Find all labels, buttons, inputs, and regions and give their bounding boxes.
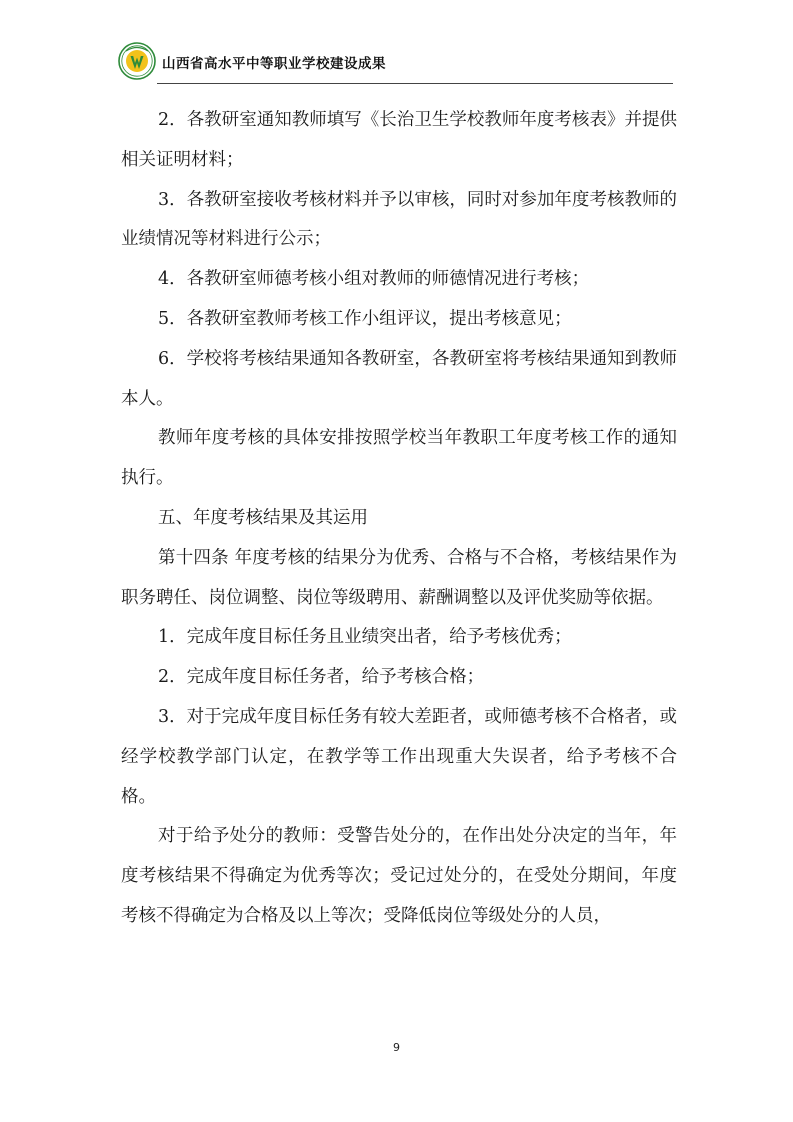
paragraph-step-5: 5．各教研室教师考核工作小组评议，提出考核意见； — [158, 308, 572, 329]
paragraph-result-excellent: 1．完成年度目标任务且业绩突出者，给予考核优秀； — [158, 627, 572, 648]
document-body — [121, 101, 677, 937]
header-divider — [157, 83, 673, 84]
section-heading-results: 五、年度考核结果及其运用 — [158, 507, 368, 528]
paragraph-disciplinary: 对于给予处分的教师：受警告处分的，在作出处分决定的当年，年度考核结果不得确定为优秀等次；受记过处分的，在受处分期间，年度考核不得确定为合格及以上等次；受降低岗位等级处分的人员， — [121, 826, 677, 926]
paragraph-article-14: 第十四条 年度考核的结果分为优秀、合格与不合格，考核结果作为职务聘任、岗位调整、岗位等级聘用、薪酬调整以及评优奖励等依据。 — [121, 547, 677, 608]
school-logo-icon — [118, 42, 156, 80]
paragraph-step-6: 6．学校将考核结果通知各教研室，各教研室将考核结果通知到教师本人。 — [121, 348, 677, 409]
paragraph-step-4: 4．各教研室师德考核小组对教师的师德情况进行考核； — [158, 269, 590, 290]
header-title: 山西省高水平中等职业学校建设成果 — [162, 56, 386, 72]
paragraph-result-unqualified: 3．对于完成年度目标任务有较大差距者，或师德考核不合格者，或经学校教学部门认定，在教学等工作出现重大失误者，给予考核不合格。 — [121, 706, 677, 807]
paragraph-result-qualified: 2．完成年度目标任务者，给予考核合格； — [158, 667, 485, 688]
paragraph-step-2: 2．各教研室通知教师填写《长治卫生学校教师年度考核表》并提供相关证明材料； — [121, 110, 677, 170]
paragraph-step-3: 3．各教研室接收考核材料并予以审核，同时对参加年度考核教师的业绩情况等材料进行公示； — [121, 189, 677, 250]
page-number: 9 — [393, 1041, 400, 1054]
page-header — [118, 40, 678, 84]
paragraph-schedule-note: 教师年度考核的具体安排按照学校当年教职工年度考核工作的通知执行。 — [121, 428, 677, 489]
